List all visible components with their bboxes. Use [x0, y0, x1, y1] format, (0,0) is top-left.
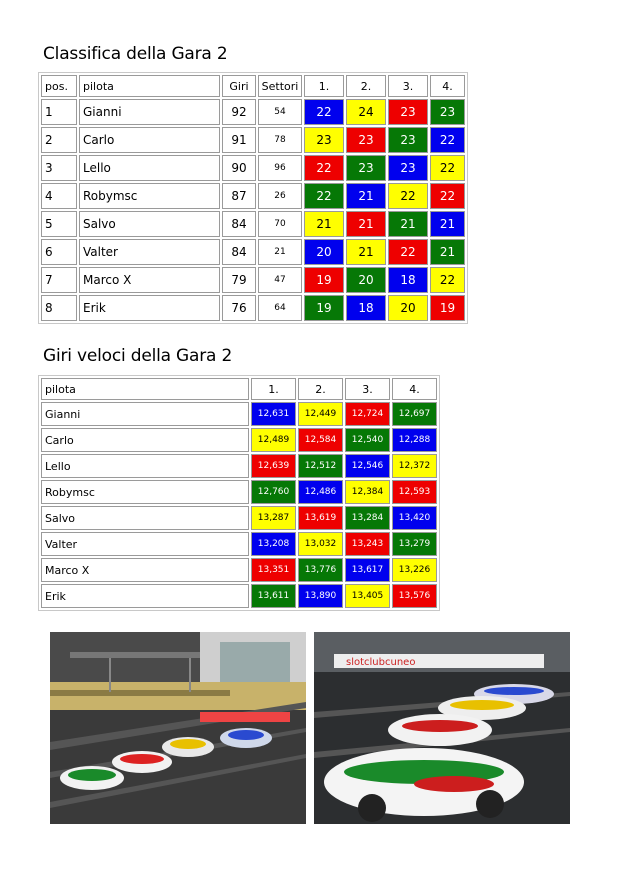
cell-lap-time-3: 13,243: [345, 532, 390, 556]
cell-lap-time-2: 13,032: [298, 532, 343, 556]
race-standings-table: [38, 72, 468, 324]
cell-heat-3: 18: [388, 267, 428, 293]
cell-lap-time-2: 12,512: [298, 454, 343, 478]
cell-lap-time-1: 12,639: [251, 454, 296, 478]
cell-heat-1: 23: [304, 127, 344, 153]
cell-lap-time-4: 13,576: [392, 584, 437, 608]
cell-pilota: Erik: [79, 295, 220, 321]
cell-heat-4: 22: [430, 267, 465, 293]
header-pilota: pilota: [41, 378, 249, 400]
cell-lap-time-2: 12,449: [298, 402, 343, 426]
table-row: [41, 239, 465, 265]
table-row: [41, 558, 437, 582]
header-heat-4: 4.: [392, 378, 437, 400]
cell-giri: 90: [222, 155, 256, 181]
table-header-row: [41, 75, 465, 97]
cell-lap-time-4: 12,288: [392, 428, 437, 452]
table-row: [41, 267, 465, 293]
cell-heat-3: 23: [388, 155, 428, 181]
cell-pilota: Robymsc: [79, 183, 220, 209]
cell-settori: 96: [258, 155, 302, 181]
cell-lap-time-3: 12,546: [345, 454, 390, 478]
table-row: [41, 402, 437, 426]
cell-heat-1: 19: [304, 295, 344, 321]
cell-settori: 70: [258, 211, 302, 237]
race-photo-track: [50, 632, 306, 824]
cell-heat-2: 23: [346, 155, 386, 181]
cell-lap-time-1: 13,351: [251, 558, 296, 582]
cell-pilota: Lello: [41, 454, 249, 478]
table-row: [41, 99, 465, 125]
cell-lap-time-4: 13,420: [392, 506, 437, 530]
cell-lap-time-1: 12,631: [251, 402, 296, 426]
race-photo-track-image: [50, 632, 306, 824]
cell-lap-time-1: 13,611: [251, 584, 296, 608]
cell-lap-time-1: 13,287: [251, 506, 296, 530]
table-row: [41, 428, 437, 452]
cell-heat-2: 20: [346, 267, 386, 293]
table-row: [41, 584, 437, 608]
cell-pos: 3: [41, 155, 77, 181]
cell-heat-4: 22: [430, 183, 465, 209]
cell-heat-1: 19: [304, 267, 344, 293]
cell-lap-time-2: 12,486: [298, 480, 343, 504]
cell-lap-time-3: 13,617: [345, 558, 390, 582]
cell-pos: 4: [41, 183, 77, 209]
cell-heat-4: 22: [430, 127, 465, 153]
cell-lap-time-4: 12,593: [392, 480, 437, 504]
header-heat-4: 4.: [430, 75, 465, 97]
cell-lap-time-3: 12,540: [345, 428, 390, 452]
cell-settori: 21: [258, 239, 302, 265]
table-row: [41, 480, 437, 504]
table-row: [41, 506, 437, 530]
race-photo-closeup-image: [314, 632, 570, 824]
header-heat-1: 1.: [304, 75, 344, 97]
banner-text: slotclubcuneo: [346, 657, 416, 668]
cell-heat-3: 22: [388, 183, 428, 209]
cell-giri: 92: [222, 99, 256, 125]
cell-pilota: Lello: [79, 155, 220, 181]
table-row: [41, 211, 465, 237]
table-row: [41, 454, 437, 478]
table-row: [41, 127, 465, 153]
cell-pos: 7: [41, 267, 77, 293]
cell-heat-2: 23: [346, 127, 386, 153]
header-pos: pos.: [41, 75, 77, 97]
table-row: [41, 295, 465, 321]
cell-lap-time-1: 13,208: [251, 532, 296, 556]
cell-pilota: Gianni: [79, 99, 220, 125]
cell-pos: 8: [41, 295, 77, 321]
cell-pilota: Valter: [79, 239, 220, 265]
table-row: [41, 183, 465, 209]
cell-lap-time-2: 13,890: [298, 584, 343, 608]
cell-giri: 76: [222, 295, 256, 321]
cell-heat-3: 23: [388, 99, 428, 125]
cell-pos: 1: [41, 99, 77, 125]
cell-heat-2: 21: [346, 211, 386, 237]
cell-heat-2: 21: [346, 183, 386, 209]
race-photo-closeup: [314, 632, 570, 824]
cell-lap-time-3: 13,284: [345, 506, 390, 530]
fast-laps-title: Giri veloci della Gara 2: [43, 346, 233, 366]
cell-pos: 6: [41, 239, 77, 265]
cell-heat-1: 22: [304, 99, 344, 125]
cell-lap-time-1: 12,489: [251, 428, 296, 452]
cell-pilota: Salvo: [41, 506, 249, 530]
cell-pilota: Carlo: [79, 127, 220, 153]
cell-giri: 84: [222, 211, 256, 237]
table-row: [41, 532, 437, 556]
cell-lap-time-4: 12,372: [392, 454, 437, 478]
fast-laps-table: [38, 375, 440, 611]
cell-settori: 64: [258, 295, 302, 321]
cell-lap-time-4: 13,226: [392, 558, 437, 582]
cell-lap-time-2: 13,776: [298, 558, 343, 582]
cell-heat-2: 18: [346, 295, 386, 321]
cell-giri: 91: [222, 127, 256, 153]
cell-pilota: Gianni: [41, 402, 249, 426]
cell-heat-2: 24: [346, 99, 386, 125]
header-heat-3: 3.: [345, 378, 390, 400]
cell-pilota: Marco X: [41, 558, 249, 582]
cell-giri: 79: [222, 267, 256, 293]
cell-heat-1: 20: [304, 239, 344, 265]
header-settori: Settori: [258, 75, 302, 97]
cell-settori: 54: [258, 99, 302, 125]
cell-lap-time-3: 12,384: [345, 480, 390, 504]
cell-heat-1: 21: [304, 211, 344, 237]
cell-pilota: Erik: [41, 584, 249, 608]
cell-pilota: Marco X: [79, 267, 220, 293]
header-heat-2: 2.: [346, 75, 386, 97]
cell-heat-4: 22: [430, 155, 465, 181]
cell-settori: 26: [258, 183, 302, 209]
cell-heat-4: 21: [430, 239, 465, 265]
cell-settori: 78: [258, 127, 302, 153]
cell-heat-4: 23: [430, 99, 465, 125]
cell-pos: 2: [41, 127, 77, 153]
table-header-row: [41, 378, 437, 400]
cell-heat-2: 21: [346, 239, 386, 265]
header-giri: Giri: [222, 75, 256, 97]
cell-lap-time-4: 12,697: [392, 402, 437, 426]
cell-lap-time-1: 12,760: [251, 480, 296, 504]
cell-heat-1: 22: [304, 183, 344, 209]
race-standings-title: Classifica della Gara 2: [43, 44, 228, 64]
cell-lap-time-3: 13,405: [345, 584, 390, 608]
cell-giri: 87: [222, 183, 256, 209]
cell-heat-3: 22: [388, 239, 428, 265]
cell-lap-time-3: 12,724: [345, 402, 390, 426]
table-row: [41, 155, 465, 181]
cell-settori: 47: [258, 267, 302, 293]
header-pilota: pilota: [79, 75, 220, 97]
cell-lap-time-4: 13,279: [392, 532, 437, 556]
cell-pos: 5: [41, 211, 77, 237]
cell-pilota: Carlo: [41, 428, 249, 452]
cell-heat-3: 21: [388, 211, 428, 237]
header-heat-3: 3.: [388, 75, 428, 97]
cell-pilota: Valter: [41, 532, 249, 556]
header-heat-2: 2.: [298, 378, 343, 400]
cell-heat-4: 21: [430, 211, 465, 237]
cell-lap-time-2: 12,584: [298, 428, 343, 452]
cell-lap-time-2: 13,619: [298, 506, 343, 530]
cell-heat-3: 23: [388, 127, 428, 153]
cell-pilota: Robymsc: [41, 480, 249, 504]
cell-giri: 84: [222, 239, 256, 265]
header-heat-1: 1.: [251, 378, 296, 400]
cell-heat-1: 22: [304, 155, 344, 181]
cell-heat-4: 19: [430, 295, 465, 321]
cell-pilota: Salvo: [79, 211, 220, 237]
cell-heat-3: 20: [388, 295, 428, 321]
